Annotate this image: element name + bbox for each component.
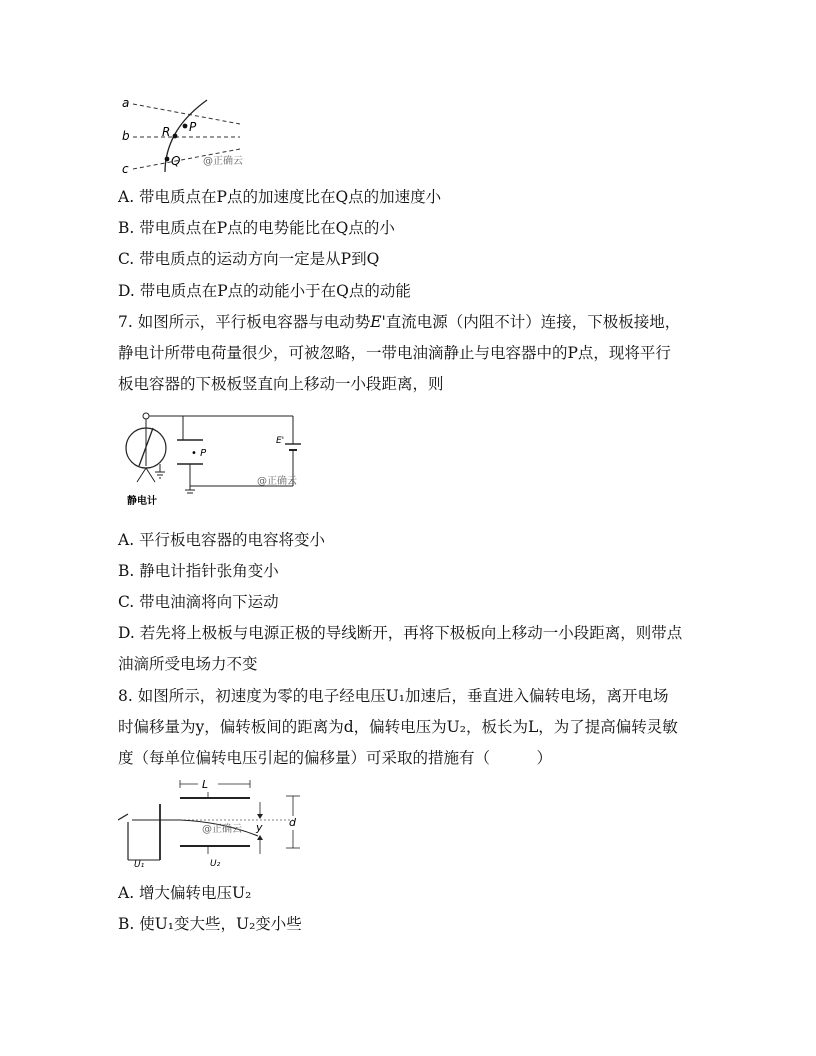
- label-U1: U₁: [134, 860, 145, 869]
- label-L: L: [202, 778, 209, 791]
- q6-option-c: C. 带电质点的运动方向一定是从P到Q: [118, 250, 380, 268]
- label-c: c: [122, 162, 129, 174]
- q7-option-c: C. 带电油滴将向下运动: [118, 593, 279, 611]
- q8-stem-line2: 时偏移量为y，偏转板间的距离为d，偏转电压为U₂，板长为L，为了提高偏转灵敏: [118, 718, 678, 736]
- label-E: E': [276, 436, 285, 446]
- q7-option-d-cont: 油滴所受电场力不变: [118, 655, 258, 673]
- q6-option-b: B. 带电质点在P点的电势能比在Q点的小: [118, 219, 395, 237]
- watermark: @正确云: [257, 476, 297, 487]
- label-P: P: [189, 120, 197, 134]
- q7-option-a: A. 平行板电容器的电容将变小: [118, 531, 326, 549]
- label-a: a: [122, 96, 130, 110]
- q8-option-a: A. 增大偏转电压U₂: [118, 884, 252, 902]
- label-d: d: [289, 816, 296, 829]
- q7-stem-line2: 静电计所带电荷量很少，可被忽略，一带电油滴静止与电容器中的P点，现将平行: [118, 344, 671, 362]
- q6-option-a: A. 带电质点在P点的加速度比在Q点的加速度小: [118, 188, 442, 206]
- figure-field-lines: [115, 94, 255, 174]
- q7-option-d: D. 若先将上极板与电源正极的导线断开，再将下极板向上移动一小段距离，则带点: [118, 624, 683, 642]
- label-U2: U₂: [210, 859, 221, 869]
- watermark: @正确云: [202, 824, 242, 835]
- label-b: b: [122, 129, 130, 143]
- q8-stem-line3: 度（每单位偏转电压引起的偏移量）可采取的措施有（ ）: [118, 749, 553, 767]
- watermark: @正确云: [203, 156, 243, 167]
- label-electrometer: 静电计: [127, 496, 157, 507]
- label-P: • P: [191, 448, 207, 459]
- q8-stem-line1: 8. 如图所示，初速度为零的电子经电压U₁加速后，垂直进入偏转电场，离开电场: [118, 687, 669, 705]
- label-R: R: [162, 125, 171, 139]
- q6-option-d: D. 带电质点在P点的动能小于在Q点的动能: [118, 282, 411, 300]
- figure-capacitor-circuit: [115, 410, 320, 510]
- q7-stem-line3: 板电容器的下极板竖直向上移动一小段距离，则: [118, 375, 444, 393]
- q7-stem-line1: 7. 如图所示，平行板电容器与电动势E'直流电源（内阻不计）连接，下极板接地，: [118, 313, 681, 331]
- label-y: y: [256, 821, 263, 834]
- q7-option-b: B. 静电计指针张角变小: [118, 562, 279, 580]
- figure-deflection: [118, 774, 308, 869]
- label-Q: Q: [171, 154, 181, 168]
- q8-option-b: B. 使U₁变大些，U₂变小些: [118, 915, 302, 933]
